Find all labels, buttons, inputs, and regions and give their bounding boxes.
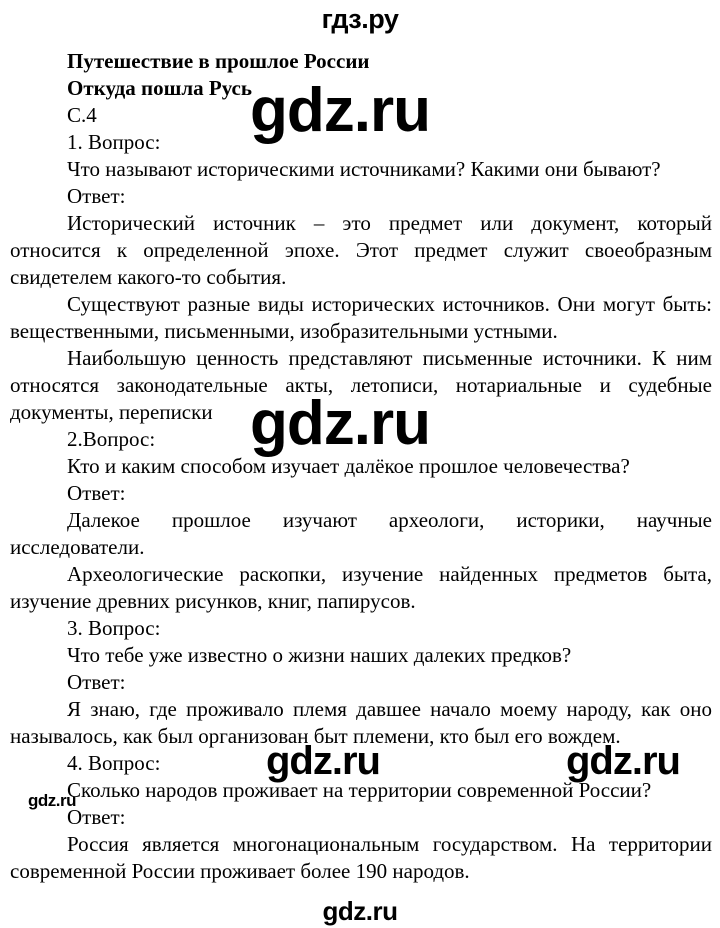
question-label: 2.Вопрос: (67, 427, 156, 451)
answer-paragraph: Существуют разные виды исторических источников. Они могут быть: вещественными, письменными, изобразительными устными. (10, 292, 712, 343)
answer-label: Ответ: (67, 805, 126, 829)
answer-paragraph: Исторический источник – это предмет или документ, который относится к определенной эпохе. Этот предмет служит своеобразным свидетелем какого-то события. (10, 211, 712, 289)
answer-paragraph: Россия является многонациональным государством. На территории современной России проживает более 190 народов. (10, 832, 712, 883)
watermark-large-middle: gdz.ru (250, 389, 430, 458)
site-header-brand: гдз.ру (321, 4, 399, 34)
watermark-large-top: gdz.ru (250, 76, 430, 145)
question-label: 4. Вопрос: (67, 751, 161, 775)
answer-paragraph: Далекое прошлое изучают археологи, историки, научные исследователи. (10, 508, 712, 559)
site-footer-brand: gdz.ru (322, 896, 398, 926)
answer-paragraph: Я знаю, где проживало племя давшее начало моему народу, как оно называлось, как был организован быт племени, кто был его вождем. (10, 697, 712, 748)
answer-label: Ответ: (67, 481, 126, 505)
page-ref: С.4 (67, 103, 97, 127)
question-text: Сколько народов проживает на территории современной России? (67, 778, 652, 802)
question-text: Что называют историческими источниками? Какими они бывают? (67, 157, 661, 181)
question-label: 1. Вопрос: (67, 130, 161, 154)
watermark-medium-left: gdz.ru (266, 739, 380, 783)
question-text: Кто и каким способом изучает далёкое прошлое человечества? (67, 454, 630, 478)
answer-label: Ответ: (67, 184, 126, 208)
answer-paragraph: Археологические раскопки, изучение найденных предметов быта, изучение древних рисунков, книг, папирусов. (10, 562, 712, 613)
document-title: Путешествие в прошлое России (67, 49, 370, 73)
watermark-medium-right: gdz.ru (566, 739, 680, 783)
document-subtitle: Откуда пошла Русь (67, 76, 252, 100)
answer-paragraph: Наибольшую ценность представляют письменные источники. К ним относятся законодательные акты, летописи, нотариальные и судебные документы, переписки (10, 346, 712, 424)
question-text: Что тебе уже известно о жизни наших далеких предков? (67, 643, 572, 667)
question-label: 3. Вопрос: (67, 616, 161, 640)
answer-label: Ответ: (67, 670, 126, 694)
watermark-small-left: gdz.ru (28, 791, 76, 810)
